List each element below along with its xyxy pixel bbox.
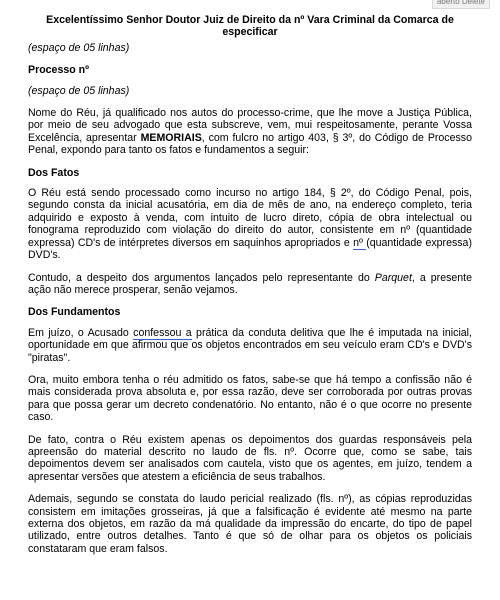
document-title: Excelentíssimo Senhor Doutor Juiz de Direito da nº Vara Criminal da Comarca de especificar — [46, 14, 454, 39]
memoriais-bold: MEMORIAIS — [140, 131, 202, 144]
fund-p1-text-1: Em juízo, o Acusado — [28, 326, 134, 339]
fatos-p2-text-1: Contudo, a despeito dos argumentos lançados pelo representante do — [28, 271, 375, 284]
fatos-p1-text-2: (quantidade expressa) DVD's. — [28, 236, 472, 262]
processo-heading: Processo nº — [28, 64, 89, 77]
intro-text-2: , com fulcro no artigo 403, § 3º, do Código de Processo Penal, expondo para tanto os fatos e fundamentos a seguir: — [28, 131, 472, 157]
fundamentos-paragraph-4: Ademais, segundo se constata do laudo pericial realizado (fls. nº), as cópias reproduzidas consistem em imitações grosseiras, já que a falsificação é evidente até mesmo na parte externa dos objetos, em razão da má qualidade da impressão do encarte, do tipo de papel utilizado, entre outros detalhes. Tanto é que só de olhar para os objetos os policiais constataram que eram falsos. — [28, 493, 472, 555]
top-toolbar — [0, 0, 500, 9]
spacing-hint: (espaço de 05 linhas) — [28, 41, 130, 54]
fatos-paragraph-1 — [28, 187, 472, 261]
fund-p1-text-2: prática da conduta delitiva que lhe é imputada na inicial, oportunidade em que afirmou que os objetos encontrados em seu veículo eram CD's e DVD's "piratas". — [28, 326, 472, 364]
fund-p1-underlined: confessou a — [133, 326, 192, 339]
fatos-heading: Dos Fatos — [28, 166, 80, 179]
fatos-p1-text-1: O Réu está sendo processado como incurso no artigo 184, § 2º, do Código Penal, pois, segundo consta da inicial acusatória, em dia de mês de ano, na endereço completo, teria adquirido e exposto à venda, com intuito de lucro direto, cópia de obra intelectual ou fonograma reproduzido com violação do direito do autor, consistente em nº (quantidade expressa) CD's de intérpretes diversos em saquinhos apropriados e — [28, 187, 472, 249]
fatos-paragraph-2 — [28, 272, 472, 297]
fundamentos-paragraph-3: De fato, contra o Réu existem apenas os depoimentos dos guardas responsáveis pela apreensão do material descrito no laudo de fls. nº. Ocorre que, como se sabe, tais depoimentos devem ser analisados com cautela, visto que os agentes, em juízo, tendem a apresentar versões que atestem a eficiência de seus trabalhos. — [28, 433, 472, 483]
intro-text-1: Nome do Réu, já qualificado nos autos do processo-crime, que lhe move a Justiça Pública, por meio de seu advogado que esta subscreve, vem, mui respeitosamente, perante Vossa Excelência, apresentar — [28, 107, 472, 144]
spacing-hint-2: (espaço de 05 linhas) — [28, 84, 130, 97]
fatos-p2-text-2: , a presente ação não merece prosperar, senão vejamos. — [28, 271, 473, 296]
fundamentos-heading: Dos Fundamentos — [28, 306, 121, 319]
fatos-p1-underlined: nº — [353, 236, 367, 249]
parquet-italic: Parquet — [374, 271, 412, 284]
intro-paragraph — [28, 107, 472, 157]
document-page — [28, 14, 472, 565]
fundamentos-paragraph-2: Ora, muito embora tenha o réu admitido os fatos, sabe-se que há tempo a confissão não é mais considerada prova absoluta e, por essa razão, deve ser corroborada por outras provas para que possa gerar um decreto condenatório. No entanto, não é o que ocorre no presente caso. — [28, 373, 472, 424]
fundamentos-paragraph-1 — [28, 327, 472, 364]
toolbar-control[interactable]: aberto Delete — [432, 0, 490, 9]
